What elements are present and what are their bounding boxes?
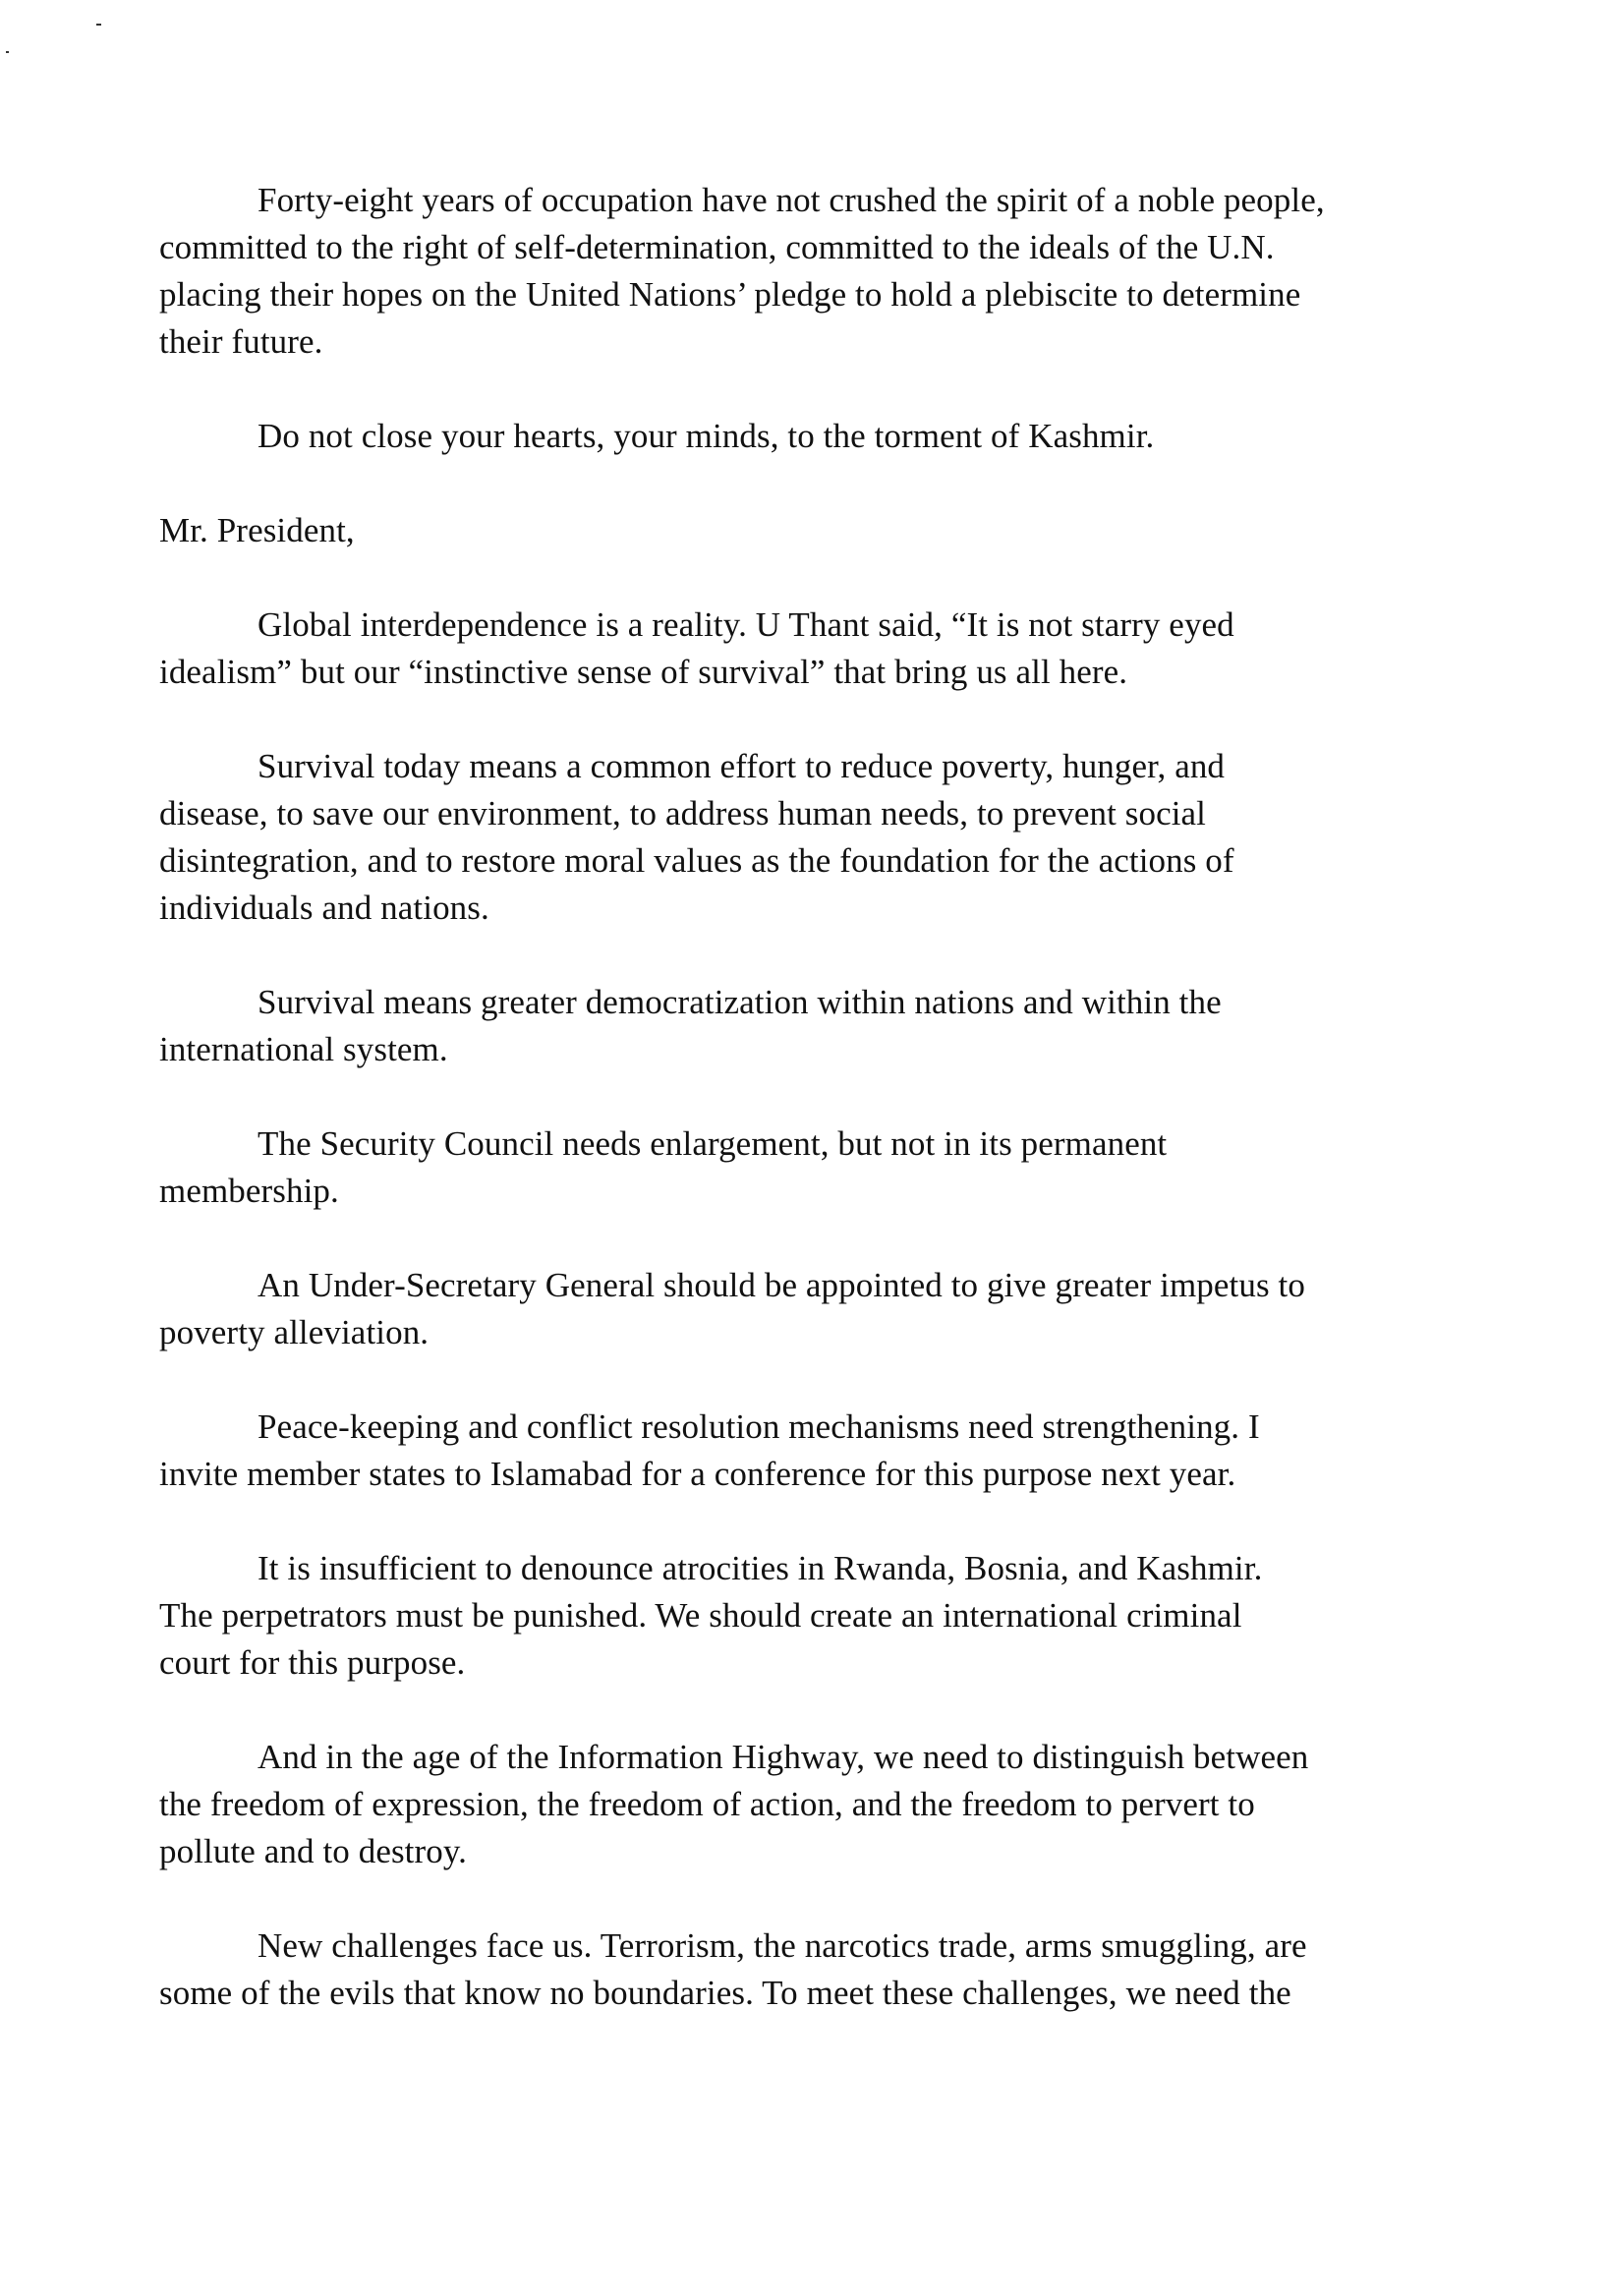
text-line: disease, to save our environment, to address human needs, to prevent social xyxy=(159,794,1206,832)
text-line: It is insufficient to denounce atrocities in Rwanda, Bosnia, and Kashmir. xyxy=(258,1549,1263,1587)
scan-speck xyxy=(96,24,101,26)
paragraph xyxy=(159,743,1437,932)
text-line: individuals and nations. xyxy=(159,889,489,927)
scan-speck xyxy=(6,51,9,53)
text-line: An Under-Secretary General should be appointed to give greater impetus to xyxy=(258,1266,1305,1304)
text-line: some of the evils that know no boundaries. To meet these challenges, we need the xyxy=(159,1974,1291,2012)
text-line: The Security Council needs enlargement, but not in its permanent xyxy=(258,1124,1168,1163)
text-line: international system. xyxy=(159,1030,448,1068)
text-line: the freedom of expression, the freedom of action, and the freedom to pervert to xyxy=(159,1785,1255,1823)
paragraph xyxy=(159,177,1437,366)
text-line: And in the age of the Information Highway, we need to distinguish between xyxy=(258,1738,1309,1776)
paragraph xyxy=(159,602,1437,696)
text-line: Do not close your hearts, your minds, to the torment of Kashmir. xyxy=(258,417,1155,455)
text-line: court for this purpose. xyxy=(159,1643,466,1682)
text-line: Survival means greater democratization within nations and within the xyxy=(258,983,1222,1021)
paragraph xyxy=(159,1545,1437,1687)
text-line: Peace-keeping and conflict resolution mechanisms need strengthening. I xyxy=(258,1407,1260,1446)
text-line: membership. xyxy=(159,1172,339,1210)
text-line: New challenges face us. Terrorism, the narcotics trade, arms smuggling, are xyxy=(258,1926,1307,1965)
text-line: Survival today means a common effort to reduce poverty, hunger, and xyxy=(258,747,1226,785)
text-line: Forty-eight years of occupation have not crushed the spirit of a noble people, xyxy=(258,181,1325,219)
text-line: disintegration, and to restore moral values as the foundation for the actions of xyxy=(159,841,1234,880)
paragraph xyxy=(159,1404,1437,1498)
paragraph xyxy=(159,1734,1437,1875)
text-line: Global interdependence is a reality. U Thant said, “It is not starry eyed xyxy=(258,605,1234,644)
text-line: pollute and to destroy. xyxy=(159,1832,468,1870)
text-line: The perpetrators must be punished. We should create an international criminal xyxy=(159,1596,1242,1635)
paragraph xyxy=(159,1262,1437,1356)
document-body xyxy=(159,177,1437,2064)
text-line: idealism” but our “instinctive sense of survival” that bring us all here. xyxy=(159,653,1128,691)
paragraph xyxy=(159,507,1437,554)
paragraph xyxy=(159,979,1437,1073)
text-line: their future. xyxy=(159,322,323,361)
text-line: invite member states to Islamabad for a conference for this purpose next year. xyxy=(159,1455,1236,1493)
text-line: placing their hopes on the United Nations’ pledge to hold a plebiscite to determine xyxy=(159,275,1301,314)
text-line: Mr. President, xyxy=(159,511,355,549)
text-line: committed to the right of self-determination, committed to the ideals of the U.N. xyxy=(159,228,1275,266)
paragraph xyxy=(159,413,1437,460)
paragraph xyxy=(159,1120,1437,1215)
text-line: poverty alleviation. xyxy=(159,1313,430,1351)
paragraph xyxy=(159,1923,1437,2017)
